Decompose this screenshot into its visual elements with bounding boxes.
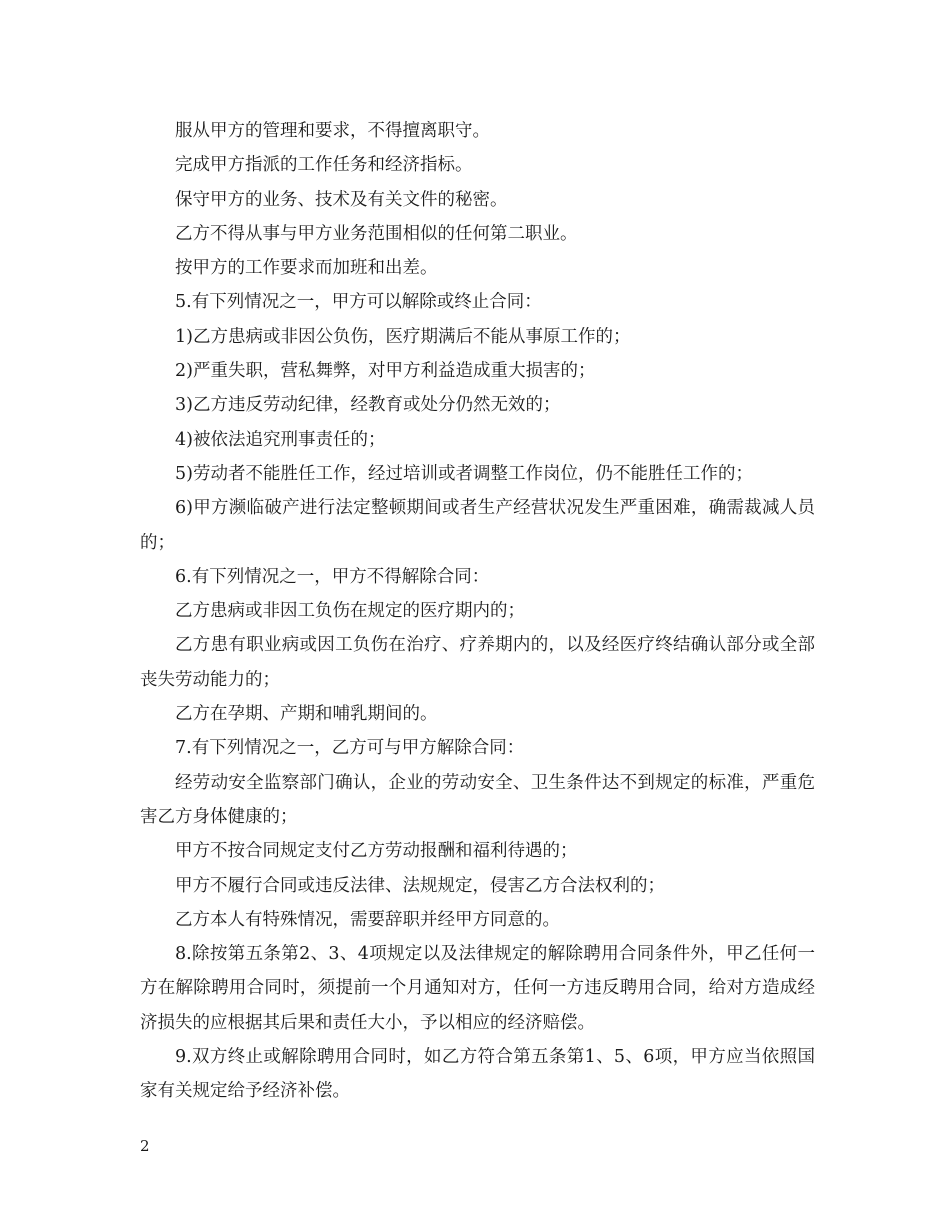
paragraph: 服从甲方的管理和要求，不得擅离职守。 [175, 121, 490, 141]
paragraph: 乙方患病或非因工负伤在规定的医疗期内的； [175, 601, 525, 622]
paragraph: 保守甲方的业务、技术及有关文件的秘密。 [175, 189, 508, 210]
list-item: 5)劳动者不能胜任工作，经过培训或者调整工作岗位，仍不能胜任工作的； [175, 463, 753, 484]
paragraph: 乙方本人有特殊情况，需要辞职并经甲方同意的。 [175, 909, 560, 930]
paragraph: 乙方在孕期、产期和哺乳期间的。 [175, 704, 438, 725]
list-item: 3)乙方违反劳动纪律，经教育或处分仍然无效的； [175, 395, 561, 416]
section-heading-5: 5.有下列情况之一，甲方可以解除或终止合同： [175, 292, 542, 313]
page-number: 2 [140, 1137, 150, 1155]
list-item: 6)甲方濒临破产进行法定整顿期间或者生产经营状况发生严重困难，确需裁减人员的； [140, 498, 815, 553]
section-9: 9.双方终止或解除聘用合同时，如乙方符合第五条第1、5、6项，甲方应当依照国家有关规定给予经济补偿。 [140, 1047, 815, 1102]
paragraph: 乙方不得从事与甲方业务范围相似的任何第二职业。 [175, 223, 578, 244]
document-body [140, 114, 815, 1109]
paragraph: 乙方患有职业病或因工负伤在治疗、疗养期内的，以及经医疗终结确认部分或全部丧失劳动能力的； [140, 635, 815, 690]
paragraph: 甲方不履行合同或违反法律、法规规定，侵害乙方合法权利的； [175, 875, 665, 896]
section-heading-7: 7.有下列情况之一，乙方可与甲方解除合同： [175, 738, 525, 759]
list-item: 1)乙方患病或非因公负伤，医疗期满后不能从事原工作的； [175, 326, 631, 347]
list-item: 2)严重失职，营私舞弊，对甲方利益造成重大损害的； [175, 361, 596, 382]
paragraph: 甲方不按合同规定支付乙方劳动报酬和福利待遇的； [175, 841, 578, 862]
paragraph: 按甲方的工作要求而加班和出差。 [175, 258, 438, 279]
paragraph: 经劳动安全监察部门确认，企业的劳动安全、卫生条件达不到规定的标准，严重危害乙方身体健康的； [140, 772, 815, 827]
section-heading-6: 6.有下列情况之一，甲方不得解除合同： [175, 566, 490, 587]
paragraph: 完成甲方指派的工作任务和经济指标。 [175, 155, 473, 176]
section-8: 8.除按第五条第2、3、4项规定以及法律规定的解除聘用合同条件外，甲乙任何一方在解除聘用合同时，须提前一个月通知对方，任何一方违反聘用合同，给对方造成经济损失的应根据其后果和责任大小，予以相应的经济赔偿。 [140, 944, 815, 1033]
list-item: 4)被依法追究刑事责任的； [175, 429, 386, 450]
